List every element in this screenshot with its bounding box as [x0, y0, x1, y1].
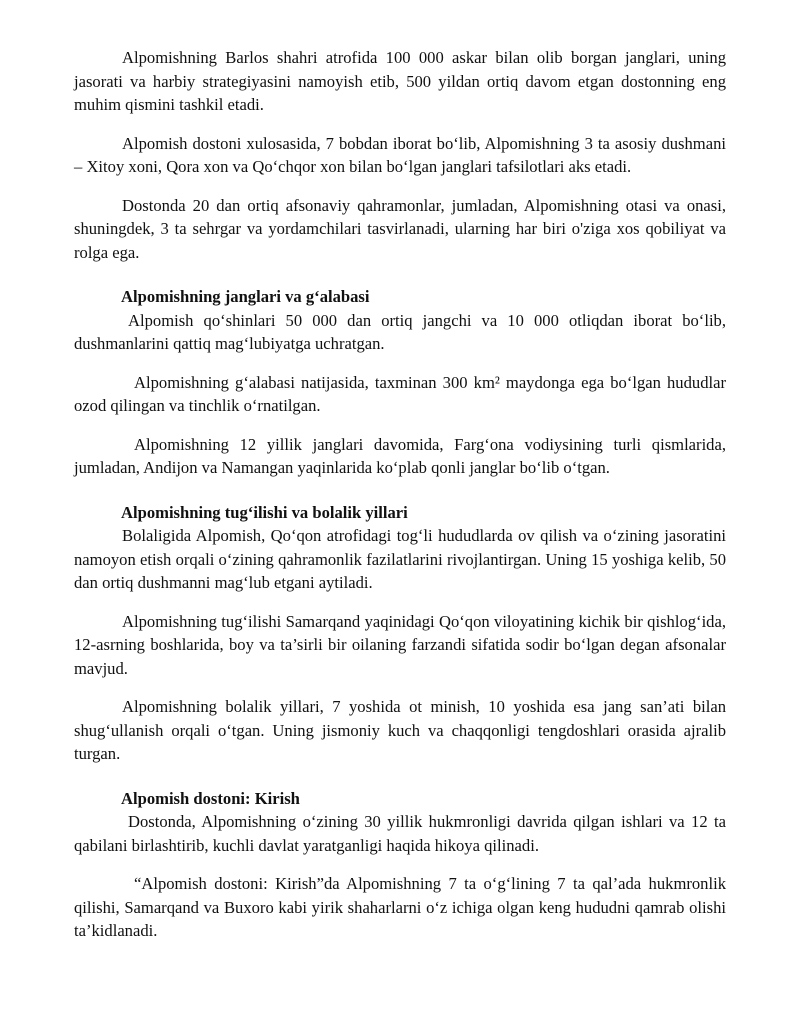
- paragraph-twelve-years: Alpomishning 12 yillik janglari davomida, Farg‘ona vodiysining turli qismlarida, jumladan, Andijon va Namangan yaqinlarida ko‘plab qonli janglar bo‘lib o‘tgan.: [74, 434, 726, 477]
- heading-introduction: Alpomish dostoni: Kirish: [121, 788, 300, 808]
- paragraph-birth-legend: Alpomishning tug‘ilishi Samarqand yaqinidagi Qo‘qon viloyatining kichik bir qishlog‘ida, 12-asrning boshlarida, boy va ta’sirli bir oilaning farzandi sifatida sodir bo‘lgan degan afsonalar mavjud.: [74, 611, 726, 678]
- paragraph-childhood-hunting: Bolaligida Alpomish, Qo‘qon atrofidagi tog‘li hududlarda ov qilish va o‘zining jasoratini namoyon etish orqali o‘zining qahramonlik fazilatlarini rivojlantirgan. Uning 15 yoshiga kelib, 50 dan ortiq dushmanni mag‘lub etgani aytiladi.: [74, 526, 726, 592]
- paragraph-seven-sons: “Alpomish dostoni: Kirish”da Alpomishning 7 ta o‘g‘lining 7 ta qal’ada hukmronlik qilishi, Samarqand va Buxoro kabi yirik shaharlarni o‘z ichiga olgan keng hududni qamrab olishi ta’kidlanadi.: [74, 874, 726, 940]
- paragraph-barlos-battles: Alpomishning Barlos shahri atrofida 100 000 askar bilan olib borgan janglari, uning jasorati va harbiy strategiyasini namoyish etib, 500 yildan ortiq davom etgan dostonning eng muhim qismini tashkil etadi.: [74, 48, 726, 114]
- paragraph-reign: Dostonda, Alpomishning o‘zining 30 yillik hukmronligi davrida qilgan ishlari va 12 ta qabilani birlashtirib, kuchli davlat yaratganligi haqida hikoya qilinadi.: [74, 812, 726, 855]
- paragraph-victory-result: Alpomishning g‘alabasi natijasida, taxminan 300 km² maydonga ega bo‘lgan hududlar ozod qilingan va tinchlik o‘rnatilgan.: [74, 372, 726, 415]
- heading-birth-childhood: Alpomishning tug‘ilishi va bolalik yillari: [121, 502, 408, 522]
- heading-battles-victory: Alpomishning janglari va g‘alabasi: [121, 287, 370, 306]
- paragraph-heroes: Dostonda 20 dan ortiq afsonaviy qahramonlar, jumladan, Alpomishning otasi va onasi, shuningdek, 3 ta sehrgar va yordamchilari tasvirlanadi, ularning har biri o'ziga xos qobiliyat va rolga ega.: [74, 195, 726, 262]
- paragraph-childhood-years: Alpomishning bolalik yillari, 7 yoshida ot minish, 10 yoshida esa jang san’ati bilan shug‘ullanish orqali o‘tgan. Uning jismoniy kuch va chaqqonligi tengdoshlari orasida ajralib turgan.: [74, 697, 726, 763]
- paragraph-epic-summary: Alpomish dostoni xulosasida, 7 bobdan iborat bo‘lib, Alpomishning 3 ta asosiy dushmani – Xitoy xoni, Qora xon va Qo‘chqor xon bilan bo‘lgan janglari tafsilotlari aks etadi.: [74, 133, 726, 176]
- document-page: [74, 46, 726, 943]
- paragraph-army: Alpomish qo‘shinlari 50 000 dan ortiq jangchi va 10 000 otliqdan iborat bo‘lib, dushmanlarini qattiq mag‘lubiyatga uchratgan.: [74, 310, 726, 353]
